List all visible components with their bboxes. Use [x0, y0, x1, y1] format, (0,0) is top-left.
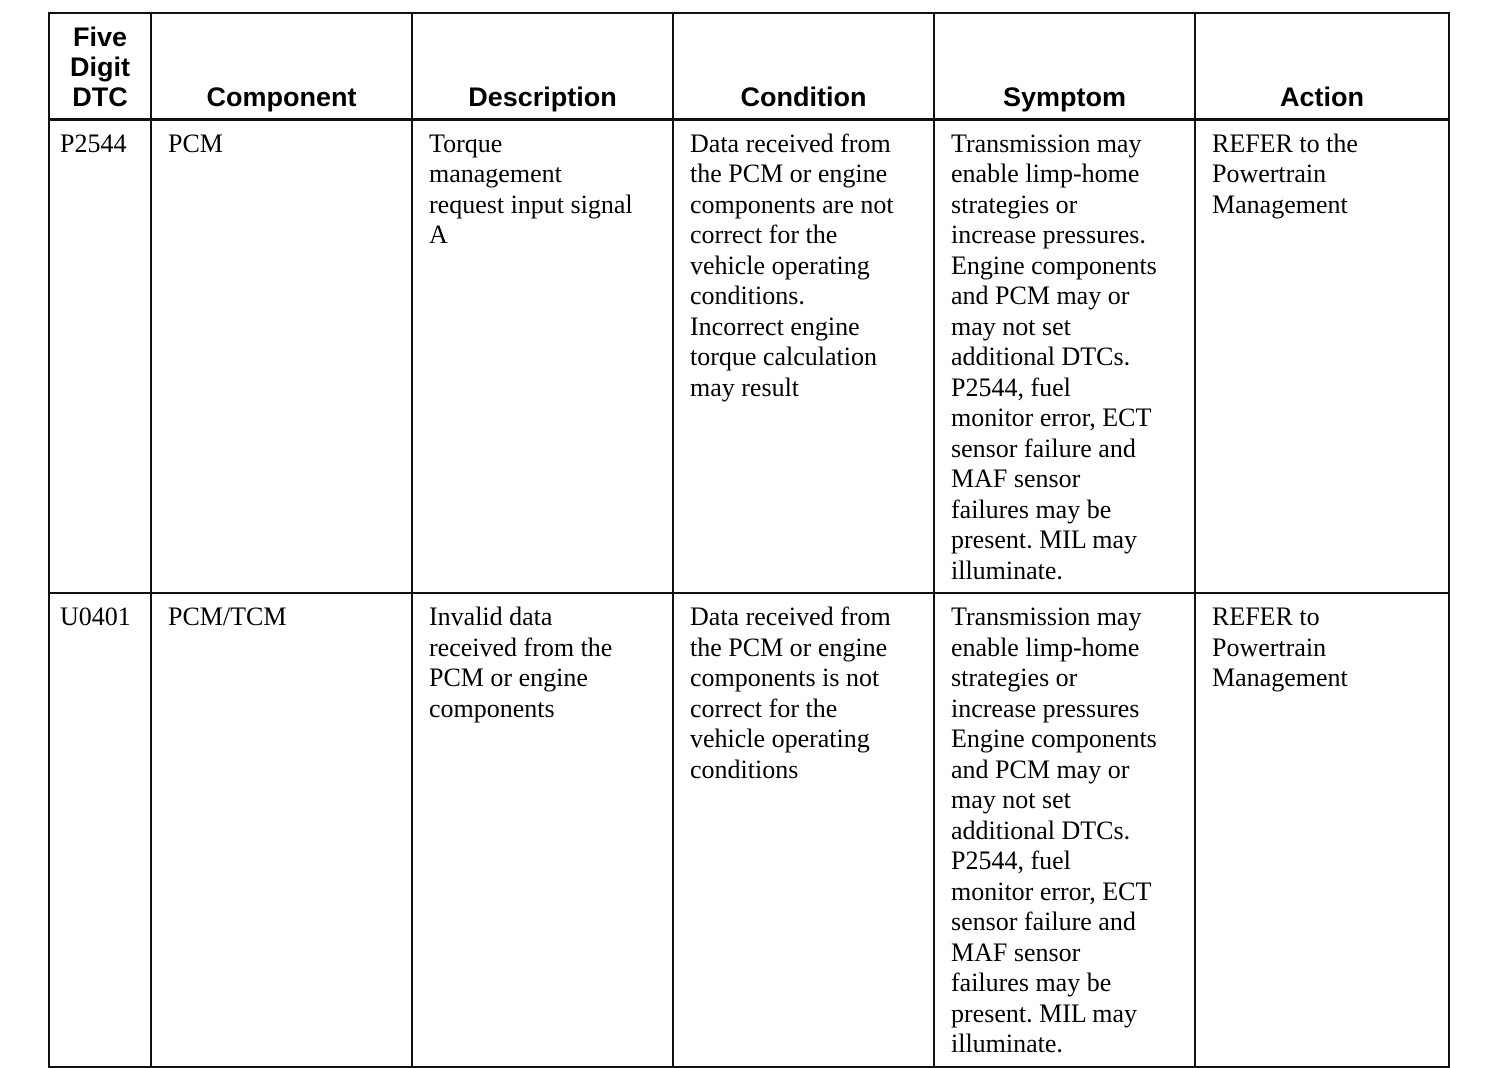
header-component: Component: [151, 13, 412, 119]
cell-component: PCM/TCM: [151, 593, 412, 1067]
header-symptom: Symptom: [934, 13, 1195, 119]
cell-condition: Data received from the PCM or engine components are not correct for the vehicle operating conditions. Incorrect engine torque calculation may result: [673, 119, 934, 593]
header-row: [49, 13, 1449, 119]
cell-symptom: Transmission may enable limp-home strategies or increase pressures Engine components and PCM may or may not set additional DTCs. P2544, fuel monitor error, ECT sensor failure and MAF sensor failures may be present. MIL may illuminate.: [934, 593, 1195, 1067]
cell-dtc: U0401: [49, 593, 151, 1067]
table-row: [49, 593, 1449, 1067]
cell-action: REFER to Powertrain Management: [1195, 593, 1449, 1067]
cell-description: Invalid data received from the PCM or engine components: [412, 593, 673, 1067]
cell-dtc: P2544: [49, 119, 151, 593]
header-dtc: [49, 13, 151, 119]
cell-symptom: Transmission may enable limp-home strategies or increase pressures. Engine components and PCM may or may not set additional DTCs. P2544, fuel monitor error, ECT sensor failure and MAF sensor failures may be present. MIL may illuminate.: [934, 119, 1195, 593]
table-row: [49, 119, 1449, 593]
cell-action: REFER to the Powertrain Management: [1195, 119, 1449, 593]
header-description: Description: [412, 13, 673, 119]
cell-condition: Data received from the PCM or engine components is not correct for the vehicle operating conditions: [673, 593, 934, 1067]
header-dtc-label: Five Digit DTC: [70, 21, 130, 112]
cell-component: PCM: [151, 119, 412, 593]
cell-description: Torque management request input signal A: [412, 119, 673, 593]
header-condition: Condition: [673, 13, 934, 119]
header-action: Action: [1195, 13, 1449, 119]
dtc-table: [48, 12, 1450, 1068]
